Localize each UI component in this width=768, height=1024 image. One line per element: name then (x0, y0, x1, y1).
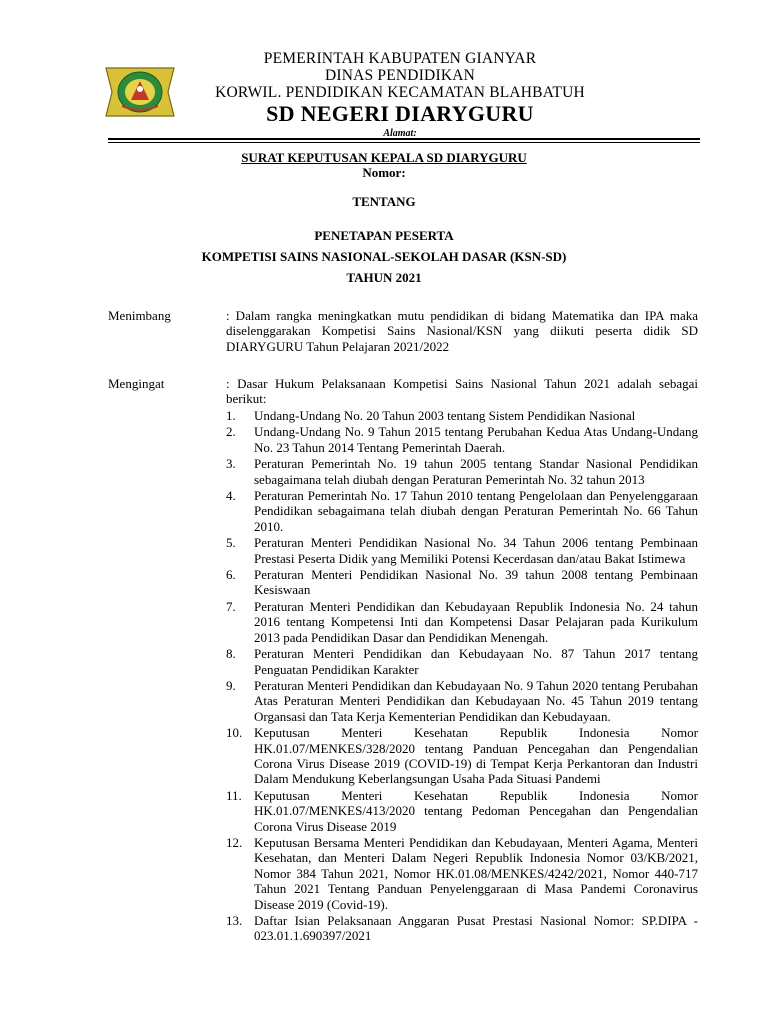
list-item-text: Peraturan Menteri Pendidikan Nasional No. 34 Tahun 2006 tentang Pembinaan Prestasi Peserta Didik yang Memiliki Potensi Kecerdasan dan/atau Bakat Istimewa (254, 535, 698, 566)
list-item-number: 5. (226, 535, 236, 551)
list-item (226, 678, 698, 724)
decree-year: TAHUN 2021 (346, 270, 422, 285)
list-item-number: 4. (226, 488, 236, 504)
decree-subject-1: PENETAPAN PESERTA (314, 228, 454, 243)
list-item (226, 646, 698, 677)
decree-about: TENTANG (352, 194, 416, 209)
decree-title: SURAT KEPUTUSAN KEPALA SD DIARYGURU (241, 150, 527, 165)
list-item-number: 9. (226, 677, 236, 693)
list-item-text: Undang-Undang No. 9 Tahun 2015 tentang Perubahan Kedua Atas Undang-Undang No. 23 Tahun 2014 Tentang Pemerintah Daerah. (254, 424, 698, 455)
list-item-number: 1. (226, 408, 236, 423)
list-item (226, 788, 698, 834)
list-item (226, 567, 698, 598)
list-item (226, 835, 698, 912)
decree-number: Nomor: (362, 165, 406, 180)
list-item (226, 424, 698, 455)
menimbang-text: : Dalam rangka meningkatkan mutu pendidikan di bidang Matematika dan IPA maka diselenggarakan Kompetisi Sains Nasional/KSN yang diikuti peserta didik SD DIARYGURU Tahun Pelajaran 2021/2022 (226, 308, 698, 354)
list-item-text: Undang-Undang No. 20 Tahun 2003 tentang Sistem Pendidikan Nasional (254, 408, 636, 423)
menimbang-label: Menimbang (108, 308, 171, 323)
list-item-number: 8. (226, 646, 236, 662)
list-item (226, 408, 698, 423)
school-name: SD NEGERI DIARYGURU (266, 101, 534, 126)
list-item (226, 725, 698, 787)
list-item-number: 7. (226, 598, 236, 614)
list-item-text: Peraturan Menteri Pendidikan dan Kebudayaan No. 9 Tahun 2020 tentang Perubahan Atas Peraturan Menteri Pendidikan dan Kebudayaan No. 45 Tahun 2019 tentang Organsasi dan Tata Kerja Kementerian Pendidikan dan Kebudayaan. (254, 677, 698, 724)
letterhead-divider-thin (108, 142, 700, 143)
list-item (226, 535, 698, 566)
mengingat-label: Mengingat (108, 376, 165, 391)
list-item-text: Keputusan Menteri Kesehatan Republik Indonesia Nomor HK.01.07/MENKES/328/2020 tentang Panduan Pencegahan dan Pengendalian Corona Virus Disease 2019 (COVID-19) di Tempat Kerja Perkantoran dan Industri Dalam Mendukung Keberlangsungan Usaha Pada Situasi Pandemi (254, 725, 698, 787)
address-label: Alamat: (383, 128, 417, 139)
list-item-text: Peraturan Menteri Pendidikan dan Kebudayaan Republik Indonesia No. 24 tahun 2016 tentang Kompetensi Inti dan Kompetensi Dasar Pelajaran pada Kurikulum 2013 pada Pendidikan Dasar dan Pendidikan Menengah. (254, 598, 698, 645)
letterhead-divider-thick (108, 138, 700, 140)
list-item (226, 913, 698, 944)
list-item-text: Peraturan Menteri Pendidikan dan Kebudayaan No. 87 Tahun 2017 tentang Penguatan Pendidikan Karakter (254, 646, 698, 677)
mengingat-intro: : Dasar Hukum Pelaksanaan Kompetisi Sains Nasional Tahun 2021 adalah sebagai berikut: (226, 376, 698, 407)
list-item-text: Keputusan Menteri Kesehatan Republik Indonesia Nomor HK.01.07/MENKES/413/2020 tentang Pedoman Pencegahan dan Pengendalian Corona Virus Disease 2019 (254, 787, 698, 834)
list-item (226, 488, 698, 534)
regency-emblem-icon (100, 62, 180, 122)
list-item (226, 456, 698, 487)
list-item-number: 11. (226, 787, 242, 803)
list-item-number: 6. (226, 567, 236, 583)
decree-subject-2: KOMPETISI SAINS NASIONAL-SEKOLAH DASAR (KSN-SD) (201, 249, 567, 264)
letterhead-department: DINAS PENDIDIKAN (324, 67, 475, 84)
letterhead (170, 50, 630, 140)
list-item-number: 10. (226, 725, 243, 741)
list-item-text: Daftar Isian Pelaksanaan Anggaran Pusat Prestasi Nasional Nomor: SP.DIPA - 023.01.1.690397/2021 (254, 913, 698, 944)
letterhead-government: PEMERINTAH KABUPATEN GIANYAR (263, 50, 537, 67)
list-item-text: Keputusan Bersama Menteri Pendidikan dan Kebudayaan, Menteri Agama, Menteri Kesehatan, dan Menteri Dalam Negeri Republik Indonesia Nomor 03/KB/2021, Nomor 384 Tahun 2021, Nomor HK.01.08/MENKES/4242/2021, Nomor 440-717 Tahun 2021 Tentang Panduan Penyelenggaraan di Masa Pandemi Coronavirus Disease 2019 (Covid-19). (254, 834, 698, 912)
letterhead-district: KORWIL. PENDIDIKAN KECAMATAN BLAHBATUH (215, 84, 585, 101)
list-item-text: Peraturan Pemerintah No. 17 Tahun 2010 tentang Pengelolaan dan Penyelenggaraan Pendidikan sebagaimana telah diubah dengan Peraturan Pemerintah No. 66 Tahun 2010. (254, 488, 698, 534)
list-item-text: Peraturan Menteri Pendidikan Nasional No. 39 tahun 2008 tentang Pembinaan Kesiswaan (254, 567, 698, 598)
list-item-number: 12. (226, 834, 243, 850)
legal-basis-list (226, 408, 698, 945)
list-item (226, 599, 698, 645)
list-item-number: 13. (226, 913, 243, 928)
list-item-number: 3. (226, 456, 236, 472)
list-item-number: 2. (226, 424, 236, 440)
list-item-text: Peraturan Pemerintah No. 19 tahun 2005 tentang Standar Nasional Pendidikan sebagaimana telah diubah dengan Peraturan Pemerintah No. 32 tahun 2013 (254, 456, 698, 487)
